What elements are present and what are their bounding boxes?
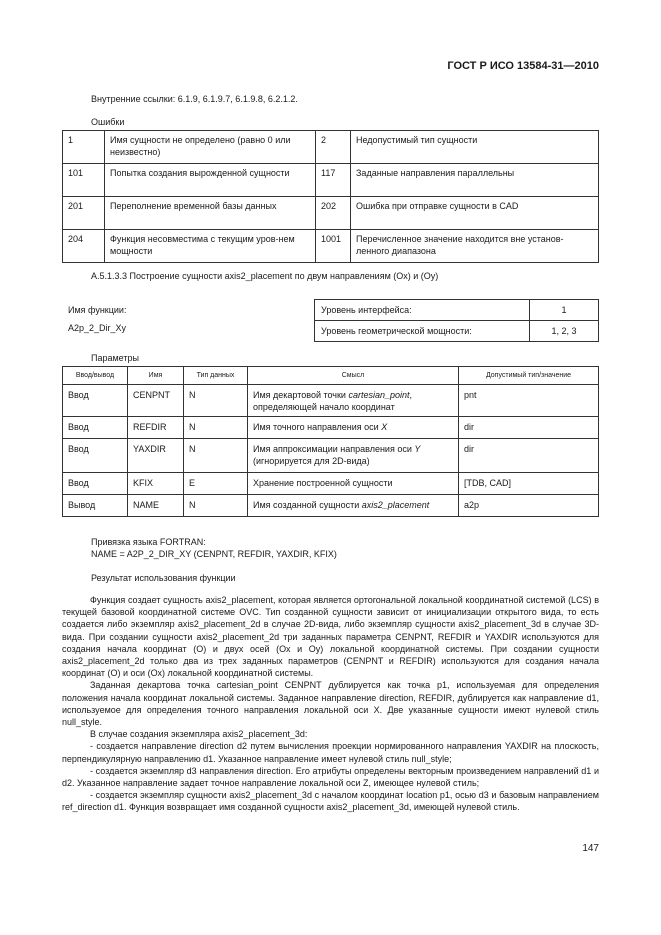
column-header: Ввод/вывод bbox=[63, 367, 128, 385]
table-row bbox=[63, 131, 599, 164]
paragraph: - создается экземпляр d3 направления direction. Его атрибуты определены векторным произведением направлений d1 и d2. Указанное направление задает точное направление локальной оси Z, имеющее нулевой стиль; bbox=[62, 765, 599, 789]
fortran-code: NAME = A2P_2_DIR_XY (CENPNT, REFDIR, YAXDIR, KFIX) bbox=[91, 549, 337, 559]
error-code: 1 bbox=[63, 131, 105, 164]
error-text: Перечисленное значение находится вне установ-ленного диапазона bbox=[351, 230, 599, 263]
param-io: Ввод bbox=[63, 439, 128, 473]
param-meaning: Хранение построенной сущности bbox=[248, 473, 459, 495]
params-table bbox=[62, 366, 599, 517]
error-code: 202 bbox=[316, 197, 351, 230]
table-row bbox=[315, 321, 599, 342]
errors-table bbox=[62, 130, 599, 263]
table-row bbox=[63, 417, 599, 439]
table-row bbox=[315, 300, 599, 321]
table-header-row bbox=[63, 367, 599, 385]
table-row bbox=[63, 495, 599, 517]
error-text: Переполнение временной базы данных bbox=[105, 197, 316, 230]
table-row bbox=[63, 473, 599, 495]
param-type: N bbox=[184, 385, 248, 417]
function-name-value: A2p_2_Dir_Xy bbox=[68, 323, 127, 333]
body-text bbox=[62, 594, 599, 814]
interface-level-label: Уровень интерфейса: bbox=[315, 300, 530, 321]
param-value: dir bbox=[459, 439, 599, 473]
param-type: N bbox=[184, 417, 248, 439]
param-name: KFIX bbox=[128, 473, 184, 495]
table-row bbox=[63, 385, 599, 417]
param-meaning: Имя аппроксимации направления оси Y (игнорируется для 2D-вида) bbox=[248, 439, 459, 473]
error-text: Имя сущности не определено (равно 0 или неизвестно) bbox=[105, 131, 316, 164]
geom-power-label: Уровень геометрической мощности: bbox=[315, 321, 530, 342]
param-io: Ввод bbox=[63, 473, 128, 495]
result-title: Результат использования функции bbox=[91, 573, 236, 583]
paragraph: - создается направление direction d2 путем вычисления проекции нормированного направления YAXDIR на плоскость, перпендикулярную направлению d1. Указанное направление имеет нулевой стиль null_style; bbox=[62, 741, 599, 764]
param-io: Ввод bbox=[63, 385, 128, 417]
geom-power-value: 1, 2, 3 bbox=[530, 321, 599, 342]
error-code: 101 bbox=[63, 164, 105, 197]
paragraph: Заданная декартова точка cartesian_point CENPNT дублируется как точка p1, используемая для определения положения начала координат локальной системы. Заданное направление direction, REFDIR, дублируется как направление d1, используемое для определения точного направления локальной оси X. Две указанные сущности имеют нулевой стиль null_style. bbox=[62, 680, 599, 728]
levels-table bbox=[314, 299, 599, 342]
param-name: YAXDIR bbox=[128, 439, 184, 473]
param-value: a2p bbox=[459, 495, 599, 517]
page-number: 147 bbox=[582, 843, 599, 854]
table-row bbox=[63, 164, 599, 197]
error-code: 2 bbox=[316, 131, 351, 164]
fortran-title: Привязка языка FORTRAN: bbox=[91, 537, 206, 547]
param-value: [TDB, CAD] bbox=[459, 473, 599, 495]
params-title: Параметры bbox=[91, 353, 139, 363]
function-name-label: Имя функции: bbox=[68, 305, 127, 315]
error-code: 117 bbox=[316, 164, 351, 197]
param-type: E bbox=[184, 473, 248, 495]
internal-references: Внутренние ссылки: 6.1.9, 6.1.9.7, 6.1.9.8, 6.2.1.2. bbox=[91, 94, 298, 104]
error-code: 201 bbox=[63, 197, 105, 230]
param-meaning: Имя точного направления оси X bbox=[248, 417, 459, 439]
param-type: N bbox=[184, 495, 248, 517]
param-io: Ввод bbox=[63, 417, 128, 439]
errors-title: Ошибки bbox=[91, 117, 125, 127]
section-title: A.5.1.3.3 Построение сущности axis2_placement по двум направлениям (Ox) и (Oy) bbox=[91, 271, 439, 281]
column-header: Тип данных bbox=[184, 367, 248, 385]
document-header: ГОСТ Р ИСО 13584-31—2010 bbox=[447, 60, 599, 72]
param-name: REFDIR bbox=[128, 417, 184, 439]
column-header: Допустимый тип/значение bbox=[459, 367, 599, 385]
paragraph: В случае создания экземпляра axis2_placement_3d: bbox=[90, 729, 308, 740]
interface-level-value: 1 bbox=[530, 300, 599, 321]
error-text: Недопустимый тип сущности bbox=[351, 131, 599, 164]
table-row bbox=[63, 230, 599, 263]
param-io: Вывод bbox=[63, 495, 128, 517]
error-text: Ошибка при отправке сущности в CAD bbox=[351, 197, 599, 230]
error-code: 1001 bbox=[316, 230, 351, 263]
error-text: Функция несовместима с текущим уров-нем мощности bbox=[105, 230, 316, 263]
param-value: dir bbox=[459, 417, 599, 439]
error-code: 204 bbox=[63, 230, 105, 263]
column-header: Имя bbox=[128, 367, 184, 385]
param-meaning: Имя декартовой точки cartesian_point, определяющей начало координат bbox=[248, 385, 459, 417]
param-value: pnt bbox=[459, 385, 599, 417]
error-text: Попытка создания вырожденной сущности bbox=[105, 164, 316, 197]
table-row bbox=[63, 439, 599, 473]
table-row bbox=[63, 197, 599, 230]
error-text: Заданные направления параллельны bbox=[351, 164, 599, 197]
param-type: N bbox=[184, 439, 248, 473]
paragraph: - создается экземпляр сущности axis2_placement_3d с началом координат location p1, осью d3 и базовым направлением ref_direction d1. Функция возвращает имя созданной сущности axis2_placement_3d, имеющей нулевой стиль. bbox=[62, 790, 599, 813]
param-meaning: Имя созданной сущности axis2_placement bbox=[248, 495, 459, 517]
paragraph: Функция создает сущность axis2_placement, которая является ортогональной локальной координатной системой (LCS) в текущей базовой координатной системе OVC. Тип созданной сущности зависит от инициализации открытого вида, то есть создается либо экземпляр axis2_placement_2d в случае 2D-вида, либо экземпляр сущности axis2_placement_3d в случае 3D-вида. При создании сущности axis2_placement_2d три заданных параметра CENPNT, REFDIR и YAXDIR используются для создания начала координат (О) и двух осей (Ох и Оу) локальной координатной системы. При создании сущности axis2_placement_2d только два из трех заданных параметров (CENPNT и REFDIR) используются для создания начала координат (О) и оси (Ох) локальной координатной системы. bbox=[62, 595, 599, 679]
param-name: NAME bbox=[128, 495, 184, 517]
column-header: Смысл bbox=[248, 367, 459, 385]
param-name: CENPNT bbox=[128, 385, 184, 417]
